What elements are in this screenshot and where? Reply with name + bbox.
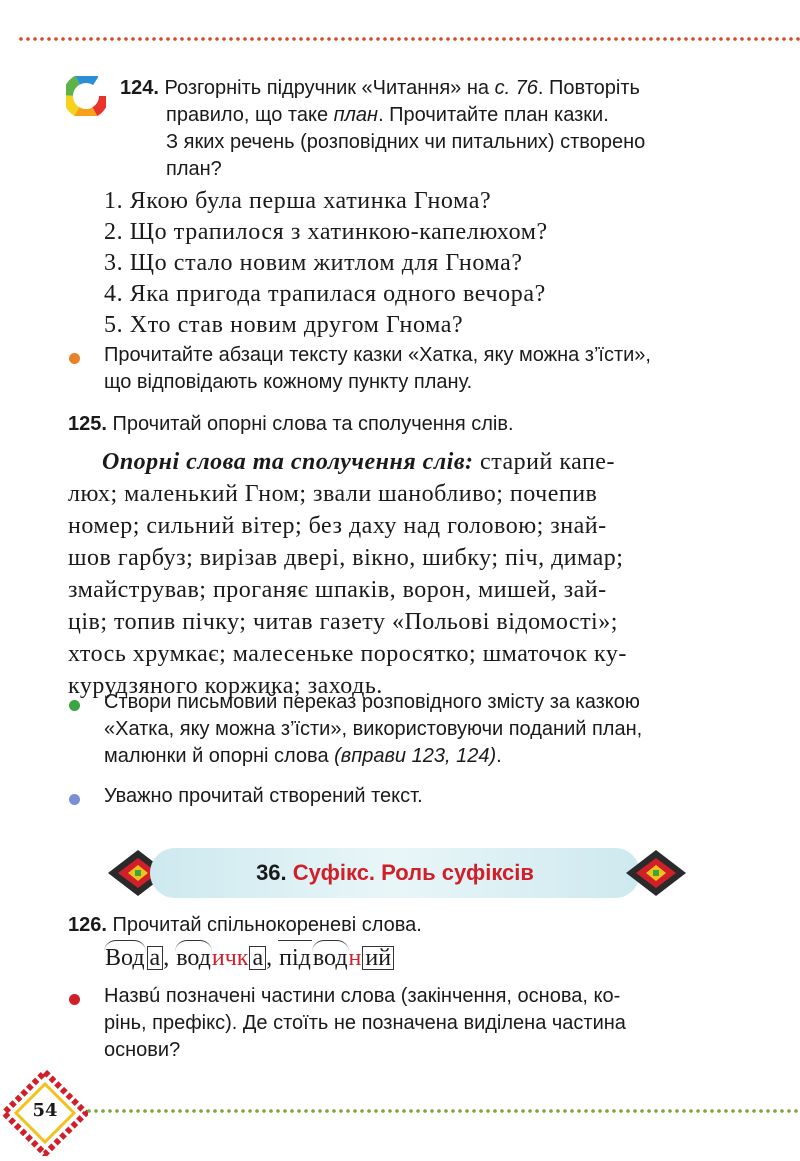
section-name: Суфікс. Роль суфіксів [292,860,534,885]
task-text: що відповідають кожному пункту плану. [104,371,473,393]
bullet-blue [69,794,80,805]
keywords-paragraph [68,446,744,702]
bullet-green [69,700,80,711]
task-text: . [496,745,502,767]
exercise-text: правило, що таке [166,104,334,126]
root-arc: вод [312,940,349,975]
exercise-text: . Прочитайте план казки. [378,104,609,126]
keywords-line: старий капе- [473,449,615,475]
section-title [150,860,640,886]
keywords-line: змайстрував; проганяє шпаків, ворон, мишей, зай- [68,577,607,603]
keywords-line: люх; маленький Гном; звали шанобливо; почепив [68,481,598,507]
plan-list [104,186,704,341]
task-text: Створи письмовий переказ розповідного змісту за казкою [104,691,640,713]
prefix: під [278,940,312,975]
ending-box: а [147,946,164,970]
keywords-line: ців; топив пічку; читав газету «Польові відомості»; [68,609,618,635]
exercise-ref: (вправи 123, 124) [334,745,497,767]
plan-item: 4. Яка пригода трапилася одного вечора? [104,281,546,307]
keywords-line: шов гарбуз; вирізав двері, вікно, шибку; піч, димар; [68,545,624,571]
word-analysis [104,940,504,975]
keywords-line: хтось хрумкає; малесеньке поросятко; шматочок ку- [68,641,627,667]
suffix: ичк [211,945,249,971]
section-number: 36. [256,860,287,885]
exercise-125-intro [68,411,748,438]
exercise-text: З яких речень (розповідних чи питальних) створено [166,131,646,153]
colorwheel-icon [66,76,106,116]
exercise-number: 124. [120,77,159,99]
task-text: Уважно прочитай створений текст. [104,785,423,807]
task-text: Назвú позначені частини слова (закінчення, основа, ко- [104,985,621,1007]
exercise-text: Прочитай опорні слова та сполучення слів. [112,413,514,435]
keywords-line: курудзяного коржика; заходь. [68,673,383,699]
bullet-red [69,994,80,1005]
task-125-2 [104,783,764,810]
plan-item: 3. Що стало новим житлом для Гнома? [104,250,523,276]
ending-box: а [249,946,266,970]
task-124 [104,342,764,396]
bottom-dotted-border [86,1108,800,1114]
comma: , [266,945,273,971]
plan-item: 1. Якою була перша хатинка Гнома? [104,188,492,214]
top-dotted-border [18,36,800,42]
plan-item: 5. Хто став новим другом Гнома? [104,312,464,338]
section-banner [150,848,640,898]
plan-item: 2. Що трапилося з хатинкою-капелюхом? [104,219,548,245]
exercise-number: 126. [68,914,107,936]
exercise-text: Розгорніть підручник «Читання» на [164,77,495,99]
exercise-text: план? [166,158,222,180]
task-text: основи? [104,1039,181,1061]
task-text: «Хатка, яку можна з’їсти», використовуючи поданий план, [104,718,643,740]
comma: , [163,945,170,971]
keywords-lead: Опорні слова та сполучення слів: [102,449,474,475]
root-arc: Вод [104,940,146,975]
exercise-126-intro [68,912,748,939]
bullet-orange [69,353,80,364]
task-126 [104,983,764,1064]
ending-box: ий [362,946,394,970]
exercise-number: 125. [68,413,107,435]
task-text: Прочитайте абзаци тексту казки «Хатка, яку можна з’їсти», [104,344,651,366]
suffix: н [348,945,362,971]
exercise-text: Прочитай спільнокореневі слова. [112,914,422,936]
page-ref: с. 76 [494,77,538,99]
task-text: рінь, префікс). Де стоїть не позначена виділена частина [104,1012,626,1034]
task-text: малюнки й опорні слова [104,745,335,767]
exercise-124-intro [120,75,760,183]
exercise-text: . Повторіть [537,77,640,99]
term: план [333,104,379,126]
root-arc: вод [175,940,212,975]
page-number: 54 [32,1100,58,1121]
task-125-1 [104,689,764,770]
ornament-right [624,848,688,898]
keywords-line: номер; сильний вітер; без даху над головою; знай- [68,513,607,539]
